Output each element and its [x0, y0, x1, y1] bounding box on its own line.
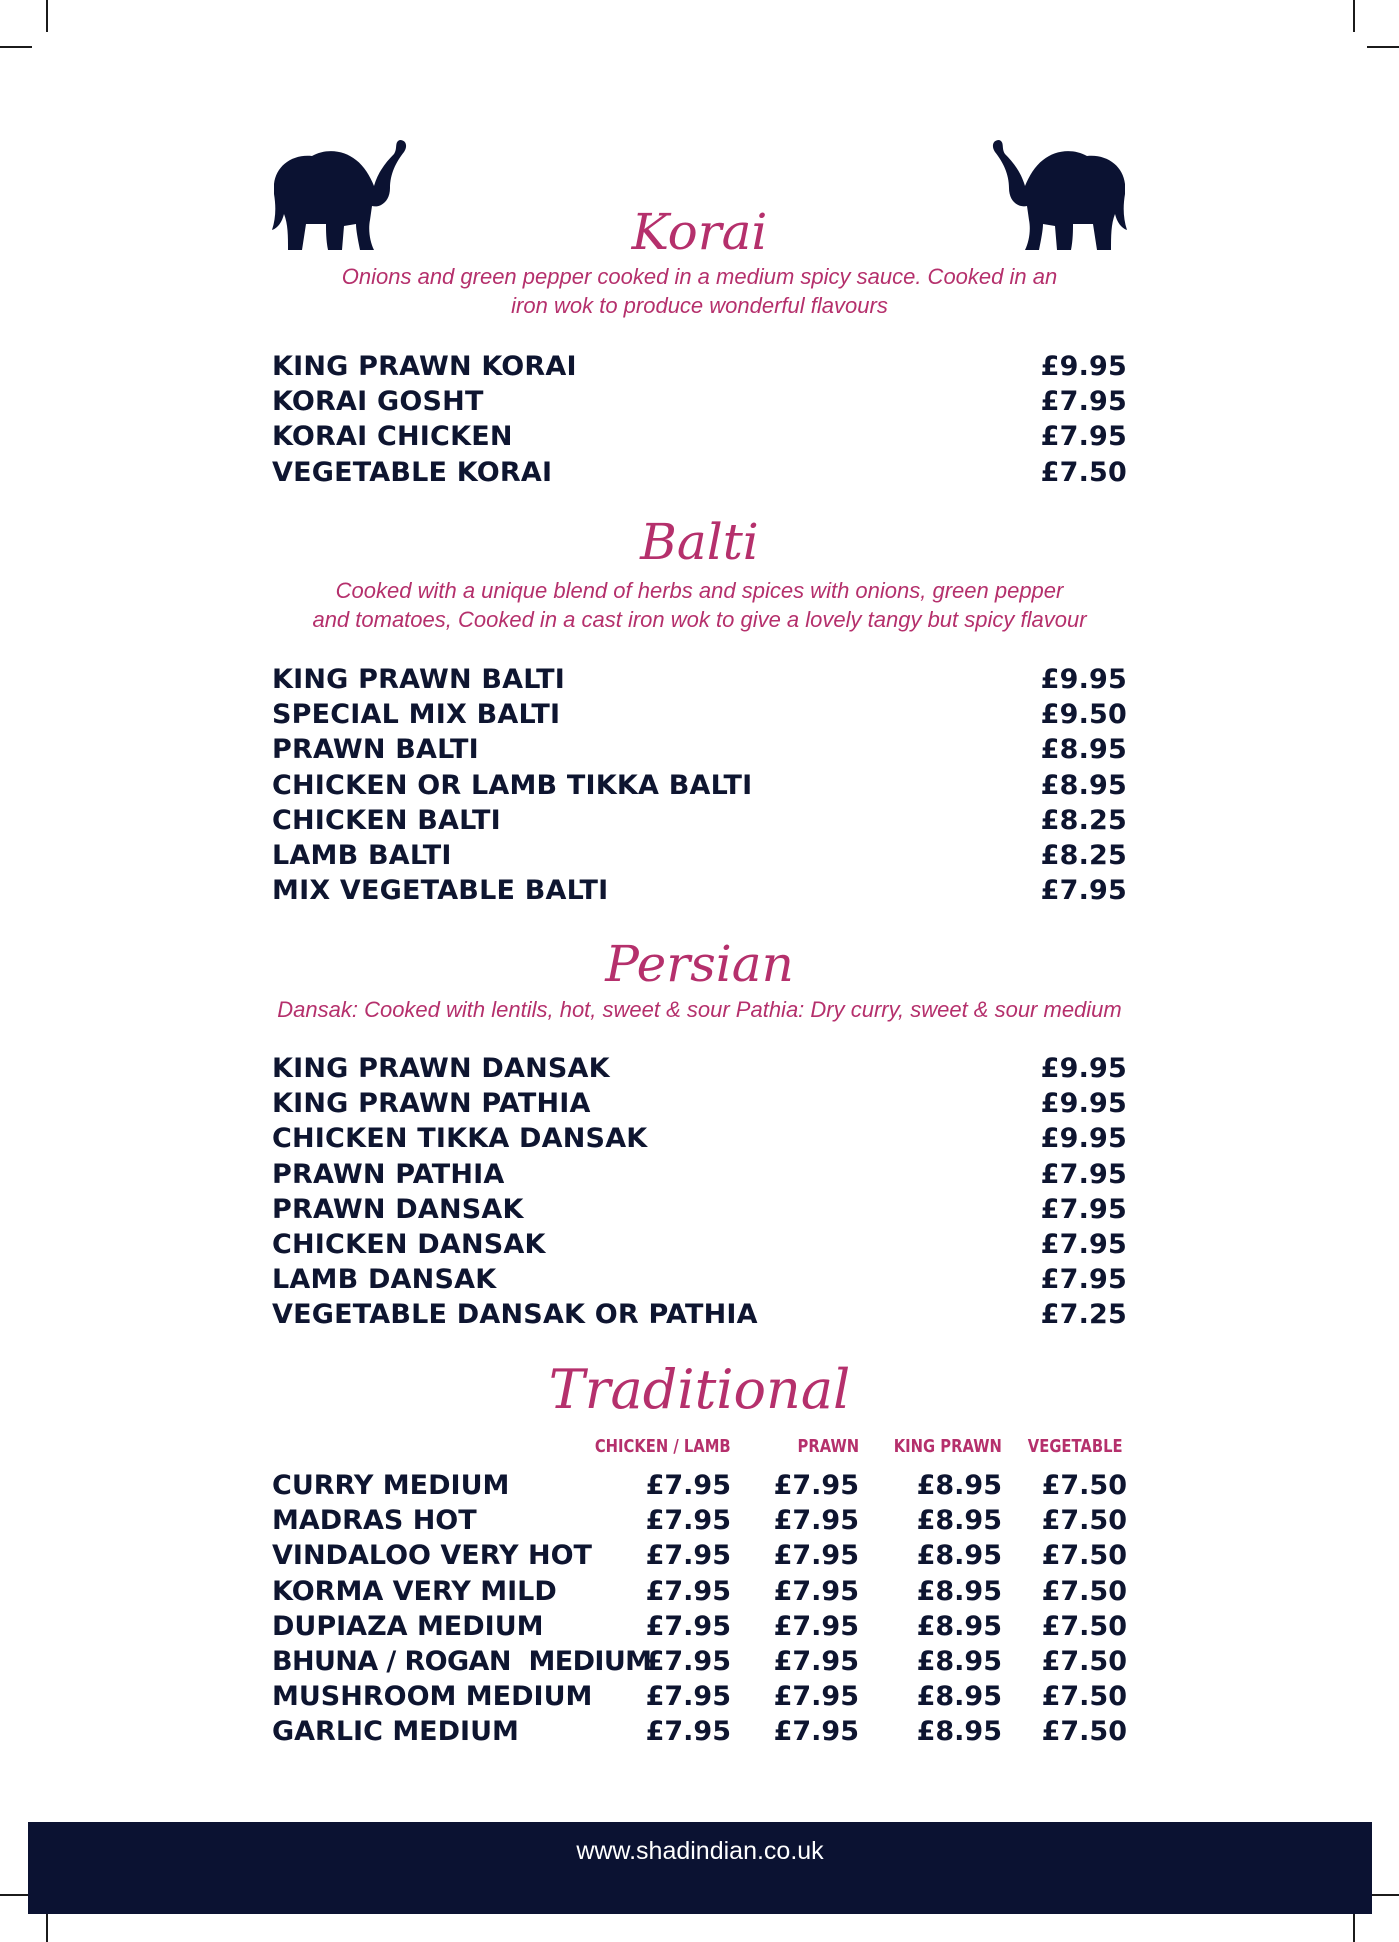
crop-mark — [1353, 1910, 1355, 1942]
section-title-balti: Balti — [640, 513, 759, 571]
item-name: CHICKEN BALTI — [272, 804, 501, 836]
price-cell: £7.50 — [1041, 1540, 1127, 1572]
section-description-korai — [0, 262, 1399, 320]
price-cell: £7.95 — [645, 1645, 731, 1677]
menu-item — [272, 1086, 1127, 1121]
item-name: CHICKEN DANSAK — [272, 1228, 546, 1260]
crop-mark — [46, 0, 48, 32]
price-cell: £7.95 — [645, 1575, 731, 1607]
item-price: £7.95 — [1040, 1228, 1127, 1260]
item-price: £9.95 — [1040, 351, 1127, 382]
item-name: KING PRAWN PATHIA — [272, 1088, 591, 1120]
crop-mark — [46, 1910, 48, 1942]
price-cell: £7.50 — [1041, 1716, 1127, 1748]
price-cell: £7.50 — [1041, 1470, 1127, 1501]
item-price: £7.50 — [1040, 456, 1127, 488]
section-description-persian — [0, 995, 1399, 1024]
table-row — [272, 1609, 1127, 1644]
price-cell: £8.95 — [916, 1610, 1002, 1642]
menu-item — [272, 1297, 1127, 1332]
price-cell: £7.95 — [645, 1540, 731, 1572]
item-name: GARLIC MEDIUM — [272, 1716, 519, 1748]
item-price: £7.25 — [1040, 1299, 1127, 1331]
crop-mark — [1353, 0, 1355, 32]
footer-bar — [28, 1822, 1372, 1914]
menu-item — [272, 732, 1127, 767]
item-price: £9.95 — [1040, 664, 1127, 695]
menu-item — [272, 384, 1127, 419]
table-row — [272, 1503, 1127, 1538]
price-cell: £7.95 — [773, 1575, 859, 1607]
item-name: VINDALOO VERY HOT — [272, 1540, 592, 1572]
item-name: KORAI CHICKEN — [272, 421, 513, 453]
price-cell: £7.50 — [1041, 1645, 1127, 1677]
section-description-balti — [0, 576, 1399, 634]
price-cell: £8.95 — [916, 1716, 1002, 1748]
item-name: MUSHROOM MEDIUM — [272, 1681, 593, 1713]
price-cell: £7.95 — [773, 1470, 859, 1501]
price-cell: £7.95 — [645, 1716, 731, 1748]
item-name: KORMA VERY MILD — [272, 1575, 557, 1607]
menu-item — [272, 1227, 1127, 1262]
item-price: £7.95 — [1040, 421, 1127, 453]
table-row — [272, 1679, 1127, 1714]
price-cell: £7.50 — [1041, 1610, 1127, 1642]
item-price: £9.95 — [1040, 1088, 1127, 1120]
menu-item — [272, 455, 1127, 490]
item-name: BHUNA / ROGAN MEDIUM — [272, 1645, 652, 1677]
item-name: DUPIAZA MEDIUM — [272, 1610, 544, 1642]
menu-item — [272, 803, 1127, 838]
item-price: £8.95 — [1040, 734, 1127, 766]
price-cell: £7.95 — [645, 1681, 731, 1713]
item-name: LAMB DANSAK — [272, 1264, 497, 1296]
item-price: £8.25 — [1040, 839, 1127, 871]
item-price: £9.50 — [1040, 699, 1127, 731]
menu-item — [272, 697, 1127, 732]
item-name: KORAI GOSHT — [272, 386, 484, 418]
price-cell: £7.95 — [773, 1645, 859, 1677]
item-name: LAMB BALTI — [272, 839, 452, 871]
item-price: £8.25 — [1040, 804, 1127, 836]
item-name: VEGETABLE DANSAK OR PATHIA — [272, 1299, 758, 1331]
traditional-table — [272, 1468, 1127, 1750]
table-row — [272, 1644, 1127, 1679]
item-name: PRAWN PATHIA — [272, 1158, 505, 1190]
menu-list-balti — [272, 662, 1127, 908]
price-cell: £7.95 — [645, 1505, 731, 1537]
price-cell: £8.95 — [916, 1505, 1002, 1537]
menu-item — [272, 1051, 1127, 1086]
menu-item — [272, 1192, 1127, 1227]
price-cell: £7.95 — [773, 1681, 859, 1713]
crop-mark — [1367, 46, 1399, 48]
item-name: CHICKEN OR LAMB TIKKA BALTI — [272, 769, 753, 801]
price-cell: £8.95 — [916, 1575, 1002, 1607]
website-link[interactable]: www.shadindian.co.uk — [576, 1837, 824, 1865]
description-line: Dansak: Cooked with lentils, hot, sweet & sour Pathia: Dry curry, sweet & sour medium — [277, 997, 1122, 1022]
item-name: MIX VEGETABLE BALTI — [272, 875, 609, 907]
menu-item — [272, 419, 1127, 454]
menu-item — [272, 349, 1127, 384]
price-cell: £7.50 — [1041, 1681, 1127, 1713]
price-cell: £7.95 — [773, 1716, 859, 1748]
description-line: Onions and green pepper cooked in a medium spicy sauce. Cooked in an — [341, 264, 1058, 289]
item-name: SPECIAL MIX BALTI — [272, 699, 561, 731]
price-cell: £8.95 — [916, 1540, 1002, 1572]
menu-item — [272, 768, 1127, 803]
price-cell: £7.95 — [773, 1505, 859, 1537]
item-name: KING PRAWN DANSAK — [272, 1053, 610, 1084]
price-cell: £7.95 — [773, 1540, 859, 1572]
item-price: £8.95 — [1040, 769, 1127, 801]
section-title-korai: Korai — [631, 203, 768, 261]
price-cell: £8.95 — [916, 1470, 1002, 1501]
item-price: £7.95 — [1040, 1264, 1127, 1296]
item-name: PRAWN DANSAK — [272, 1193, 524, 1225]
menu-item — [272, 838, 1127, 873]
item-price: £7.95 — [1040, 1193, 1127, 1225]
menu-item — [272, 1121, 1127, 1156]
menu-item — [272, 662, 1127, 697]
item-name: KING PRAWN KORAI — [272, 351, 577, 382]
item-name: PRAWN BALTI — [272, 734, 479, 766]
price-cell: £7.50 — [1041, 1575, 1127, 1607]
menu-list-korai — [272, 349, 1127, 490]
column-header: CHICKEN / LAMB — [595, 1436, 731, 1457]
section-title-traditional: Traditional — [548, 1358, 851, 1421]
crop-mark — [0, 46, 32, 48]
price-cell: £7.50 — [1041, 1505, 1127, 1537]
item-price: £7.95 — [1040, 1158, 1127, 1190]
price-cell: £8.95 — [916, 1681, 1002, 1713]
price-cell: £7.95 — [645, 1610, 731, 1642]
column-header: VEGETABLE — [1028, 1436, 1123, 1457]
item-name: VEGETABLE KORAI — [272, 456, 553, 488]
item-name: CURRY MEDIUM — [272, 1470, 510, 1501]
price-cell: £8.95 — [916, 1645, 1002, 1677]
menu-list-persian — [272, 1051, 1127, 1333]
item-price: £9.95 — [1040, 1123, 1127, 1155]
item-name: CHICKEN TIKKA DANSAK — [272, 1123, 648, 1155]
column-header: KING PRAWN — [893, 1436, 1002, 1457]
table-row — [272, 1574, 1127, 1609]
table-row — [272, 1468, 1127, 1503]
description-line: iron wok to produce wonderful flavours — [511, 293, 888, 318]
item-price: £9.95 — [1040, 1053, 1127, 1084]
price-cell: £7.95 — [645, 1470, 731, 1501]
item-name: KING PRAWN BALTI — [272, 664, 566, 695]
item-price: £7.95 — [1040, 386, 1127, 418]
section-title-persian: Persian — [605, 935, 794, 993]
description-line: and tomatoes, Cooked in a cast iron wok to give a lovely tangy but spicy flavour — [312, 607, 1087, 632]
price-cell: £7.95 — [773, 1610, 859, 1642]
item-name: MADRAS HOT — [272, 1505, 477, 1537]
description-line: Cooked with a unique blend of herbs and spices with onions, green pepper — [335, 578, 1064, 603]
table-row — [272, 1538, 1127, 1573]
table-row — [272, 1714, 1127, 1749]
menu-item — [272, 1157, 1127, 1192]
column-header: PRAWN — [797, 1436, 859, 1457]
menu-item — [272, 873, 1127, 908]
menu-item — [272, 1262, 1127, 1297]
item-price: £7.95 — [1040, 875, 1127, 907]
